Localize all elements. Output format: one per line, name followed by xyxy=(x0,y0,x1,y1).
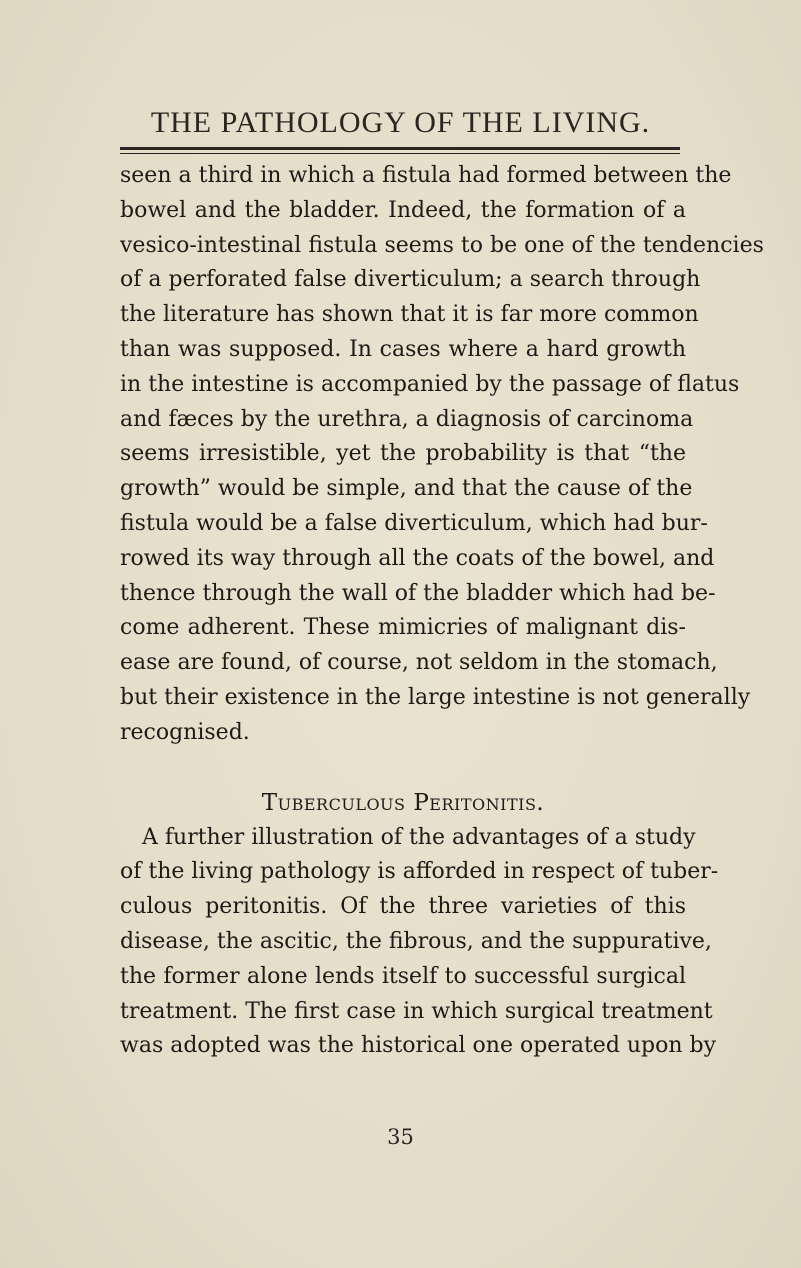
text-line: but their existence in the large intestine is not generally xyxy=(120,684,751,710)
text-line: thence through the wall of the bladder which had be- xyxy=(120,580,716,606)
text-line: treatment. The first case in which surgical treatment xyxy=(120,998,713,1024)
text-line: growth” would be simple, and that the cause of the xyxy=(120,476,693,502)
text-line: rowed its way through all the coats of the bowel, and xyxy=(120,545,715,571)
text-line: seems irresistible, yet the probability is that “the xyxy=(120,441,686,467)
header-rule-thick xyxy=(120,147,680,150)
paragraph-2 xyxy=(120,821,719,1065)
text-line: disease, the ascitic, the fibrous, and the suppurative, xyxy=(120,928,712,954)
text-line: of the living pathology is afforded in respect of tuber- xyxy=(120,859,719,885)
body-text xyxy=(120,159,764,1064)
page-number: 35 xyxy=(387,1125,414,1149)
text-line: of a perforated false diverticulum; a search through xyxy=(120,267,701,293)
text-line: the literature has shown that it is far more common xyxy=(120,302,699,328)
text-line: ease are found, of course, not seldom in the stomach, xyxy=(120,650,718,676)
text-line: A further illustration of the advantages of a study xyxy=(142,824,696,850)
text-line: in the intestine is accompanied by the passage of flatus xyxy=(120,371,740,397)
text-line: and fæces by the urethra, a diagnosis of carcinoma xyxy=(120,406,694,432)
text-line: the former alone lends itself to successful surgical xyxy=(120,963,686,989)
text-line: come adherent. These mimicries of malignant dis- xyxy=(120,615,686,641)
header-rule-thin xyxy=(120,153,680,154)
text-line: seen a third in which a fistula had formed between the xyxy=(120,163,732,188)
running-head: THE PATHOLOGY OF THE LIVING. xyxy=(150,106,651,139)
text-line: than was supposed. In cases where a hard growth xyxy=(120,336,686,362)
text-line: bowel and the bladder. Indeed, the formation of a xyxy=(120,197,686,223)
paragraph-1 xyxy=(120,159,764,751)
text-line: recognised. xyxy=(120,719,250,745)
text-line: was adopted was the historical one operated upon by xyxy=(120,1033,717,1059)
section-heading: Tuberculous Peritonitis. xyxy=(261,789,545,816)
text-line: vesico-intestinal fistula seems to be one of the tendencies xyxy=(120,232,764,258)
text-line: culous peritonitis. Of the three varieties of this xyxy=(120,894,686,920)
text-line: fistula would be a false diverticulum, which had bur- xyxy=(120,510,708,536)
